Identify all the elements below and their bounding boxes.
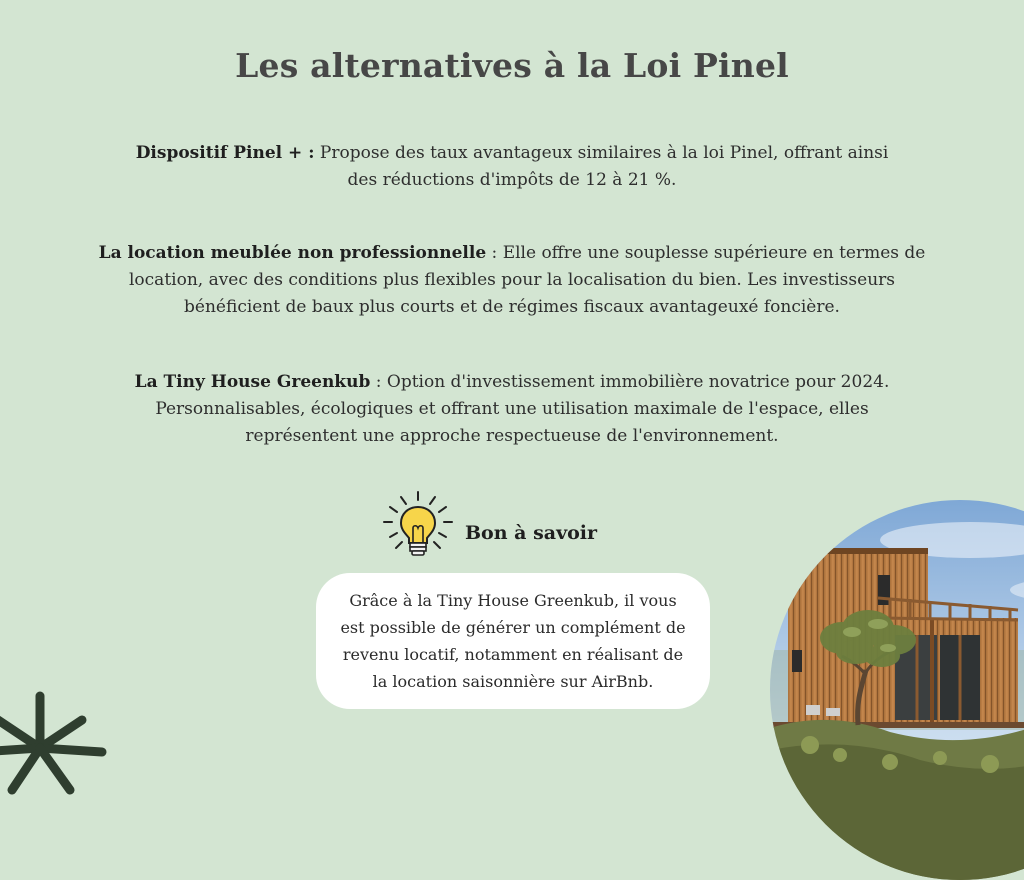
tip-text: Grâce à la Tiny House Greenkub, il vous — [349, 591, 677, 610]
tip-text: la location saisonnière sur AirBnb. — [372, 672, 654, 691]
section-text: : Elle offre une souplesse supérieure en termes de — [486, 243, 926, 263]
tiny-house-photo — [770, 500, 1024, 880]
section-pinel-plus — [40, 140, 984, 194]
section-text: des réductions d'impôts de 12 à 21 %. — [347, 170, 677, 190]
tip-text: revenu locatif, notamment en réalisant de — [342, 645, 684, 664]
starburst-decoration — [0, 690, 110, 800]
section-text: location, avec des conditions plus flexibles pour la localisation du bien. Les investisseurs — [128, 270, 895, 290]
section-heading: Dispositif Pinel + : — [135, 143, 315, 163]
lightbulb-icon — [381, 490, 455, 562]
page-title: Les alternatives à la Loi Pinel — [235, 46, 789, 85]
section-text: Personnalisables, écologiques et offrant une utilisation maximale de l'espace, elles — [155, 399, 869, 419]
section-lmnp — [40, 240, 984, 321]
section-text: représentent une approche respectueuse de l'environnement. — [245, 426, 779, 446]
section-text: bénéficient de baux plus courts et de régimes fiscaux avantageuxé foncière. — [184, 297, 840, 317]
tip-box — [316, 573, 710, 709]
section-text: Propose des taux avantageux similaires à la loi Pinel, offrant ainsi — [314, 143, 889, 163]
section-tiny-house — [40, 369, 984, 450]
section-text: : Option d'investissement immobilière novatrice pour 2024. — [370, 372, 890, 392]
section-heading: La location meublée non professionnelle — [98, 243, 487, 263]
tip-text: est possible de générer un complément de — [340, 618, 686, 637]
tip-title: Bon à savoir — [465, 522, 598, 544]
section-heading: La Tiny House Greenkub — [134, 372, 371, 392]
